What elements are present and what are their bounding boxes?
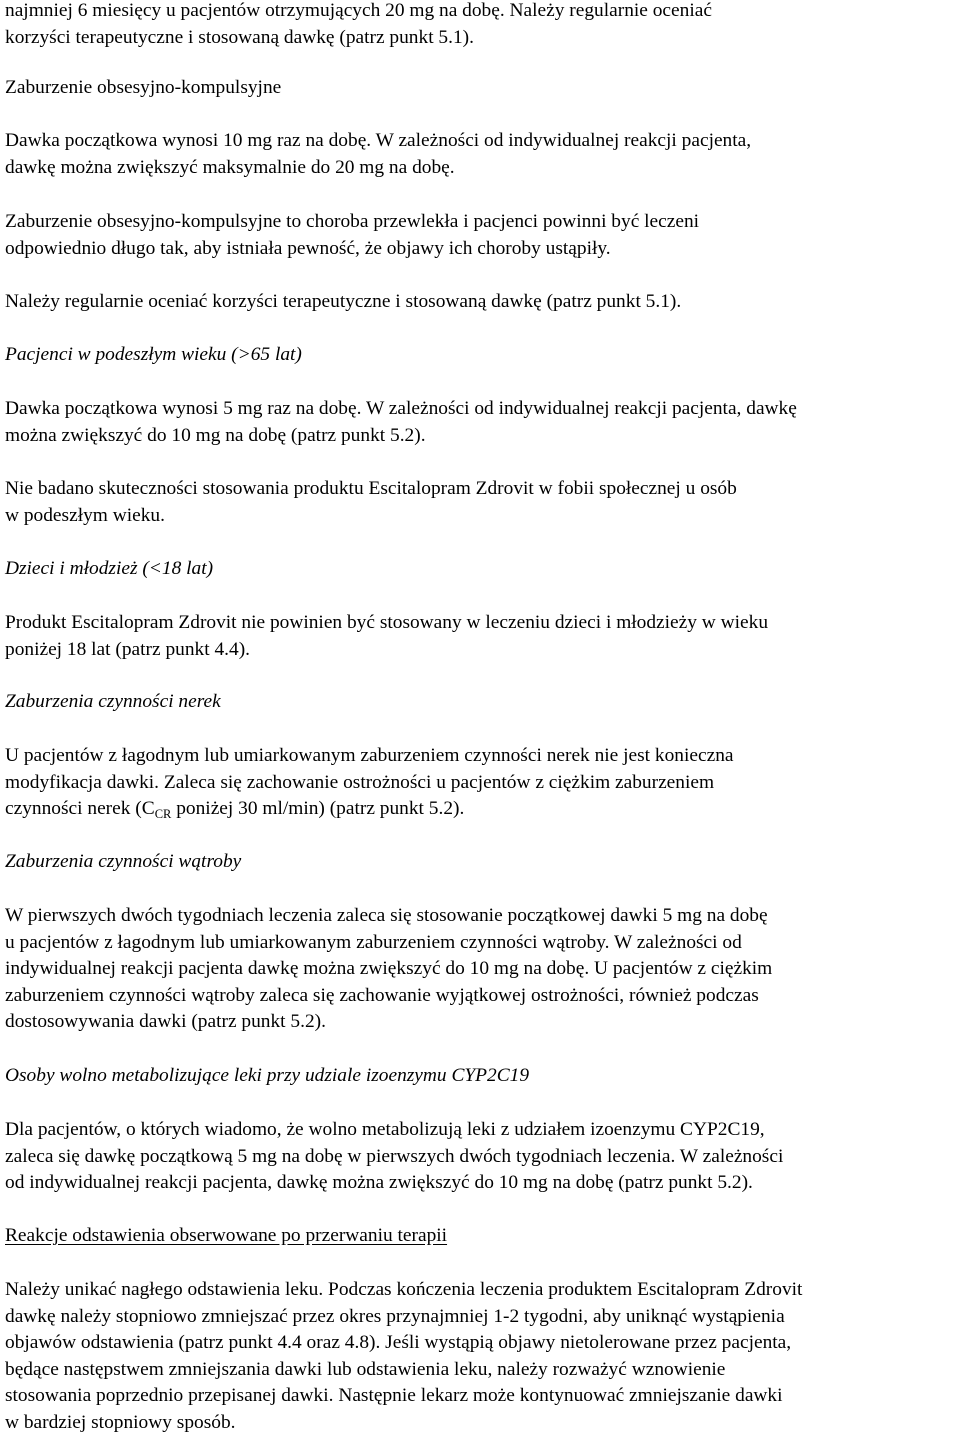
text-line: Dawka początkowa wynosi 5 mg raz na dobę. W zależności od indywidualnej reakcji pacjenta, dawkę bbox=[5, 398, 797, 419]
heading-text: Zaburzenia czynności wątroby bbox=[5, 851, 242, 872]
heading-text: Osoby wolno metabolizujące leki przy udziale izoenzymu CYP2C19 bbox=[5, 1065, 530, 1086]
heading-text: Zaburzenie obsesyjno-kompulsyjne bbox=[5, 77, 282, 98]
subscript-cr: CR bbox=[154, 807, 172, 821]
heading-elderly bbox=[5, 342, 960, 369]
paragraph-renal bbox=[5, 743, 960, 823]
text-line: od indywidualnej reakcji pacjenta, dawkę można zwiększyć do 10 mg na dobę (patrz punkt 5.2). bbox=[5, 1172, 753, 1193]
text-line: objawów odstawienia (patrz punkt 4.4 oraz 4.8). Jeśli wystąpią objawy nietolerowane przez pacjenta, bbox=[5, 1332, 792, 1353]
paragraph-intro bbox=[5, 0, 960, 51]
heading-withdrawal bbox=[5, 1223, 960, 1250]
text-line: Należy regularnie oceniać korzyści terapeutyczne i stosowaną dawkę (patrz punkt 5.1). bbox=[5, 291, 682, 312]
text-line: poniżej 18 lat (patrz punkt 4.4). bbox=[5, 638, 251, 660]
paragraph-children bbox=[5, 610, 960, 663]
text-fragment: poniżej 30 ml/min) (patrz punkt 5.2). bbox=[171, 798, 465, 819]
paragraph-ocd-chronic bbox=[5, 209, 960, 262]
text-line: Produkt Escitalopram Zdrovit nie powinien być stosowany w leczeniu dzieci i młodzieży w wieku bbox=[5, 612, 769, 633]
text-line-with-subscript bbox=[5, 796, 960, 823]
paragraph-ocd-assess bbox=[5, 289, 960, 316]
text-line: Nie badano skuteczności stosowania produktu Escitalopram Zdrovit w fobii społecznej u osób bbox=[5, 478, 737, 499]
text-line: dawkę można zwiększyć maksymalnie do 20 mg na dobę. bbox=[5, 156, 455, 178]
paragraph-cyp2c19 bbox=[5, 1117, 960, 1197]
heading-ocd bbox=[5, 75, 960, 102]
text-line: Należy unikać nagłego odstawienia leku. Podczas kończenia leczenia produktem Escitalopram Zdrovit bbox=[5, 1279, 803, 1300]
text-line: Dla pacjentów, o których wiadomo, że wolno metabolizują leki z udziałem izoenzymu CYP2C19, bbox=[5, 1119, 765, 1140]
text-line: indywidualnej reakcji pacjenta dawkę można zwiększyć do 10 mg na dobę. U pacjentów z ciężkim bbox=[5, 958, 773, 979]
text-line: Dawka początkowa wynosi 10 mg raz na dobę. W zależności od indywidualnej reakcji pacjenta, bbox=[5, 130, 752, 151]
heading-text: Reakcje odstawienia obserwowane po przerwaniu terapii bbox=[5, 1225, 448, 1246]
heading-text: Pacjenci w podeszłym wieku (>65 lat) bbox=[5, 344, 302, 365]
text-line: można zwiększyć do 10 mg na dobę (patrz punkt 5.2). bbox=[5, 424, 426, 446]
heading-renal bbox=[5, 689, 960, 716]
heading-text: Zaburzenia czynności nerek bbox=[5, 691, 221, 712]
text-fragment: czynności nerek (C bbox=[5, 798, 155, 819]
text-line: U pacjentów z łagodnym lub umiarkowanym zaburzeniem czynności nerek nie jest konieczna bbox=[5, 745, 734, 766]
text-line: w podeszłym wieku. bbox=[5, 504, 165, 526]
text-line: zaburzeniem czynności wątroby zaleca się zachowanie wyjątkowej ostrożności, również podczas bbox=[5, 984, 759, 1006]
text-line: dawkę należy stopniowo zmniejszać przez okres przynajmniej 1-2 tygodni, aby uniknąć wystąpienia bbox=[5, 1305, 785, 1327]
paragraph-withdrawal bbox=[5, 1277, 960, 1436]
text-line: będące następstwem zmniejszania dawki lub odstawienia leku, należy rozważyć wznowienie bbox=[5, 1358, 726, 1380]
text-line: zaleca się dawkę początkową 5 mg na dobę w pierwszych dwóch tygodniach leczenia. W zależności bbox=[5, 1145, 784, 1167]
text-line: korzyści terapeutyczne i stosowaną dawkę (patrz punkt 5.1). bbox=[5, 26, 474, 48]
paragraph-elderly-social bbox=[5, 476, 960, 529]
text-line: u pacjentów z łagodnym lub umiarkowanym zaburzeniem czynności wątroby. W zależności od bbox=[5, 931, 742, 953]
text-line: odpowiednio długo tak, aby istniała pewność, że objawy ich choroby ustąpiły. bbox=[5, 237, 611, 259]
text-line: w bardziej stopniowy sposób. bbox=[5, 1411, 236, 1433]
heading-hepatic bbox=[5, 849, 960, 876]
heading-children bbox=[5, 556, 960, 583]
text-line: modyfikacja dawki. Zaleca się zachowanie ostrożności u pacjentów z ciężkim zaburzeniem bbox=[5, 771, 715, 793]
paragraph-elderly-dose bbox=[5, 396, 960, 449]
text-line: dostosowywania dawki (patrz punkt 5.2). bbox=[5, 1011, 326, 1032]
paragraph-hepatic bbox=[5, 903, 960, 1036]
paragraph-ocd-dose bbox=[5, 128, 960, 181]
heading-cyp2c19 bbox=[5, 1063, 960, 1090]
text-line: W pierwszych dwóch tygodniach leczenia zaleca się stosowanie początkowej dawki 5 mg na dobę bbox=[5, 905, 768, 926]
text-line: najmniej 6 miesięcy u pacjentów otrzymujących 20 mg na dobę. Należy regularnie oceniać bbox=[5, 0, 712, 21]
text-line: Zaburzenie obsesyjno-kompulsyjne to choroba przewlekła i pacjenci powinni być leczeni bbox=[5, 211, 700, 232]
heading-text: Dzieci i młodzież (<18 lat) bbox=[5, 558, 214, 579]
text-line: stosowania poprzednio przepisanej dawki. Następnie lekarz może kontynuować zmniejszanie dawki bbox=[5, 1385, 783, 1406]
